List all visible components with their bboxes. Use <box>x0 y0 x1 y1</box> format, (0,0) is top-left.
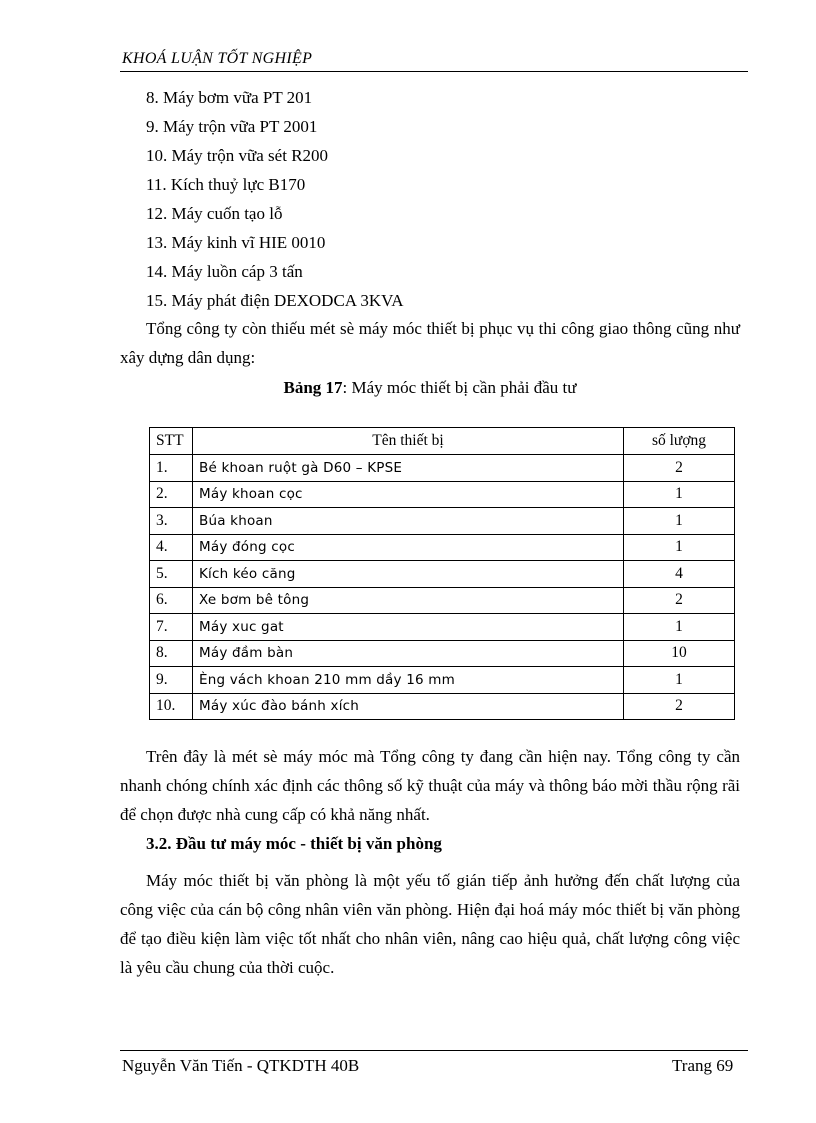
list-item: 8. Máy bơm vữa PT 201 <box>146 88 313 107</box>
table-row <box>150 561 735 588</box>
cell-stt: 10. <box>150 693 193 720</box>
cell-qty: 2 <box>624 587 735 614</box>
cell-qty: 1 <box>624 614 735 641</box>
cell-stt: 1. <box>150 455 193 482</box>
table-row <box>150 508 735 535</box>
cell-qty: 1 <box>624 534 735 561</box>
list-item: 10. Máy trộn vữa sét R200 <box>146 146 329 165</box>
paragraph-summary: Trên đây là mét sè máy móc mà Tổng công ty đang cần hiện nay. Tổng công ty cần nhanh chóng chính xác định các thông số kỹ thuật của máy và thông báo mời thầu rộng rãi để chọn được nhà cung cấp có khả năng nhất. <box>120 747 740 824</box>
list-item: 9. Máy trộn vữa PT 2001 <box>146 117 318 136</box>
list-item: 15. Máy phát điện DEXODCA 3KVA <box>146 291 404 310</box>
header-rule <box>120 71 748 72</box>
equipment-list <box>146 86 404 318</box>
cell-name: Èng vách khoan 210 mm dầy 16 mm <box>193 667 624 694</box>
equipment-table <box>149 427 735 720</box>
header-qty: số lượng <box>624 428 735 455</box>
cell-name: Bé khoan ruột gà D60 – KPSE <box>193 455 624 482</box>
list-item: 11. Kích thuỷ lực B170 <box>146 175 306 194</box>
list-item: 13. Máy kinh vĩ HIE 0010 <box>146 233 326 252</box>
table-row <box>150 693 735 720</box>
header-title: KHOÁ LUẬN TỐT NGHIỆP <box>122 50 313 67</box>
paragraph-intro: Tổng công ty còn thiếu mét sè máy móc thiết bị phục vụ thi công giao thông cũng như xây dựng dân dụng: <box>120 319 740 367</box>
cell-stt: 5. <box>150 561 193 588</box>
cell-name: Máy xuc gat <box>193 614 624 641</box>
table-row <box>150 481 735 508</box>
cell-qty: 1 <box>624 481 735 508</box>
cell-name: Máy khoan cọc <box>193 481 624 508</box>
cell-stt: 9. <box>150 667 193 694</box>
cell-qty: 2 <box>624 693 735 720</box>
table-caption-label: Bảng 17 <box>283 378 343 397</box>
header-stt: STT <box>150 428 193 455</box>
table-row <box>150 455 735 482</box>
footer-rule <box>120 1050 748 1051</box>
table-row <box>150 587 735 614</box>
list-item: 12. Máy cuốn tạo lỗ <box>146 204 283 223</box>
cell-name: Kích kéo căng <box>193 561 624 588</box>
cell-name: Xe bơm bê tông <box>193 587 624 614</box>
table-row <box>150 667 735 694</box>
cell-name: Búa khoan <box>193 508 624 535</box>
paragraph-office-equipment: Máy móc thiết bị văn phòng là một yếu tố gián tiếp ảnh hưởng đến chất lượng của công việc của cán bộ công nhân viên văn phòng. Hiện đại hoá máy móc thiết bị văn phòng để tạo điều kiện làm việc tốt nhất cho nhân viên, nâng cao hiệu quả, chất lượng công việc là yêu cầu chung của thời cuộc. <box>120 871 740 977</box>
cell-qty: 2 <box>624 455 735 482</box>
cell-stt: 6. <box>150 587 193 614</box>
cell-stt: 2. <box>150 481 193 508</box>
cell-name: Máy đóng cọc <box>193 534 624 561</box>
cell-stt: 7. <box>150 614 193 641</box>
table-caption <box>120 378 740 398</box>
table-row <box>150 614 735 641</box>
list-item: 14. Máy luồn cáp 3 tấn <box>146 262 303 281</box>
table-caption-text: : Máy móc thiết bị cần phải đầu tư <box>342 378 577 397</box>
cell-stt: 4. <box>150 534 193 561</box>
cell-qty: 1 <box>624 508 735 535</box>
cell-qty: 10 <box>624 640 735 667</box>
cell-name: Máy đầm bàn <box>193 640 624 667</box>
section-heading: 3.2. Đầu tư máy móc - thiết bị văn phòng <box>146 834 442 853</box>
cell-qty: 1 <box>624 667 735 694</box>
footer-page-number: Trang 69 <box>672 1056 734 1075</box>
cell-name: Máy xúc đào bánh xích <box>193 693 624 720</box>
cell-qty: 4 <box>624 561 735 588</box>
cell-stt: 8. <box>150 640 193 667</box>
cell-stt: 3. <box>150 508 193 535</box>
footer-author: Nguyễn Văn Tiến - QTKDTH 40B <box>122 1056 360 1075</box>
table-row <box>150 640 735 667</box>
table-header-row <box>150 428 735 455</box>
table-row <box>150 534 735 561</box>
header-name: Tên thiết bị <box>193 428 624 455</box>
